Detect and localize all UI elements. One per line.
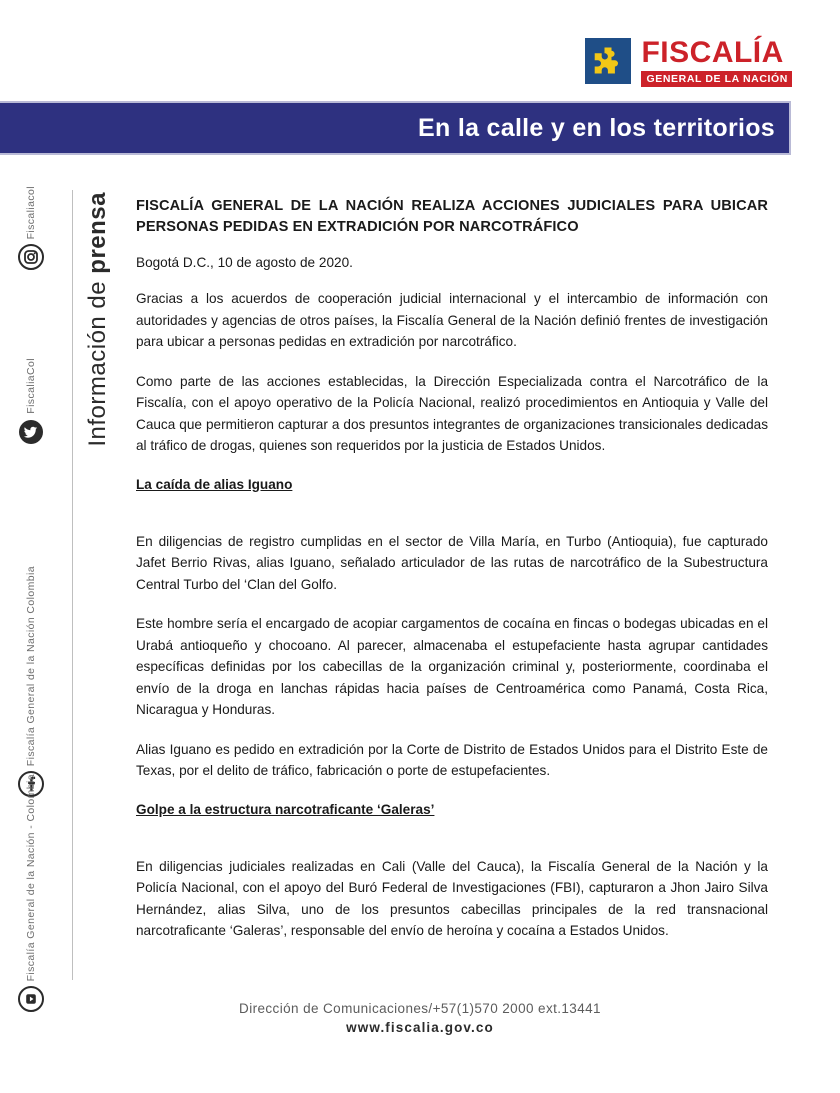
paragraph-5: Alias Iguano es pedido en extradición por la Corte de Distrito de Estados Unidos para el Distrito Este de Texas, por el delito de tráfico, fabricación o porte de estupefacientes.	[136, 741, 768, 778]
section-heading-2-wrap	[136, 800, 768, 838]
social-handle-instagram: Fiscaliacol	[25, 186, 37, 240]
paragraph-2: Como parte de las acciones establecidas, la Dirección Especializada contra el Narcotráfico de la Fiscalía, con el apoyo operativo de la Policía Nacional, realizó procedimientos en Antioquia y Valle del Cauca que permitieron capturar a dos presuntos integrantes de organizaciones transicionales dedicadas al tráfico de drogas, quienes son requeridos por la justicia de Estados Unidos.	[136, 373, 768, 453]
footer-contact: Dirección de Comunicaciones/+57(1)570 2000 ext.13441	[239, 1001, 601, 1016]
page-header	[0, 0, 840, 96]
paragraph-4: Este hombre sería el encargado de acopiar cargamentos de cocaína en fincas o bodegas ubicadas en el Urabá antioqueño y chocoano. Al parecer, almacenaba el estupefaciente hasta agrupar cantidades específicas definidas por los cabecillas de la organización criminal y, posteriormente, coordinaba el envío de la droga en lanchas rápidas hacia países de Centroamérica como Panamá, Costa Rica, Nicaragua y Honduras.	[136, 616, 768, 717]
dateline: Bogotá D.C., 10 de agosto de 2020.	[136, 255, 353, 270]
twitter-icon[interactable]	[18, 419, 44, 445]
paragraph-3: En diligencias de registro cumplidas en el sector de Villa María, en Turbo (Antioquia), fue capturado Jafet Berrio Rivas, alias Iguano, señalado articulador de las rutas de narcotráfico de la Subestructura Central Turbo del ‘Clan del Golfo.	[136, 533, 768, 592]
instagram-icon[interactable]	[18, 244, 44, 270]
puzzle-piece-icon	[585, 38, 631, 84]
social-item-youtube[interactable]	[18, 774, 44, 1012]
campaign-banner-text: En la calle y en los territorios	[418, 113, 775, 142]
social-item-instagram[interactable]	[18, 186, 44, 270]
sidebar-divider	[72, 190, 73, 980]
social-handle-youtube: Fiscalía General de la Nación - Colombia	[25, 774, 37, 982]
page-title: FISCALÍA GENERAL DE LA NACIÓN REALIZA ACCIONES JUDICIALES PARA UBICAR PERSONAS PEDIDAS EN EXTRADICIÓN POR NARCOTRÁFICO	[136, 198, 768, 235]
paragraph-1: Gracias a los acuerdos de cooperación judicial internacional y el intercambio de información con autoridades y agencias de otros países, la Fiscalía General de la Nación definió frentes de investigación para ubicar a personas pedidas en extradición por narcotráfico.	[136, 291, 768, 349]
logo-subtitle: GENERAL DE LA NACIÓN	[641, 71, 792, 87]
section-heading-2: Golpe a la estructura narcotraficante ‘Galeras’	[136, 801, 435, 817]
logo-title: FISCALÍA	[641, 36, 784, 69]
press-info-vertical-label	[86, 192, 110, 447]
section-heading-1: La caída de alias Iguano	[136, 476, 293, 492]
fiscalia-logo	[585, 38, 792, 87]
press-info-label-bold: prensa	[84, 192, 111, 274]
section-heading-1-wrap	[136, 475, 768, 513]
campaign-banner	[0, 101, 791, 155]
social-item-twitter[interactable]	[18, 358, 44, 445]
press-release-body	[136, 196, 768, 960]
footer-website: www.fiscalia.gov.co	[346, 1020, 494, 1035]
social-handle-facebook: Fiscalía General de la Nación Colombia	[25, 566, 37, 767]
social-handle-twitter: FiscaliaCol	[25, 358, 37, 414]
page-footer	[0, 1000, 840, 1037]
paragraph-6: En diligencias judiciales realizadas en Cali (Valle del Cauca), la Fiscalía General de la Nación y la Policía Nacional, con el apoyo del Buró Federal de Investigaciones (FBI), capturaron a Jhon Jairo Silva Hernández, alias Silva, uno de los presuntos cabecillas principales de la red transnacional narcotraficante ‘Galeras’, responsable del envío de heroína y cocaína a Estados Unidos.	[136, 858, 768, 938]
press-info-label-light: Información de	[84, 273, 111, 447]
logo-wordmark	[641, 38, 792, 87]
social-media-rail	[18, 186, 62, 982]
social-item-facebook[interactable]	[18, 566, 44, 797]
